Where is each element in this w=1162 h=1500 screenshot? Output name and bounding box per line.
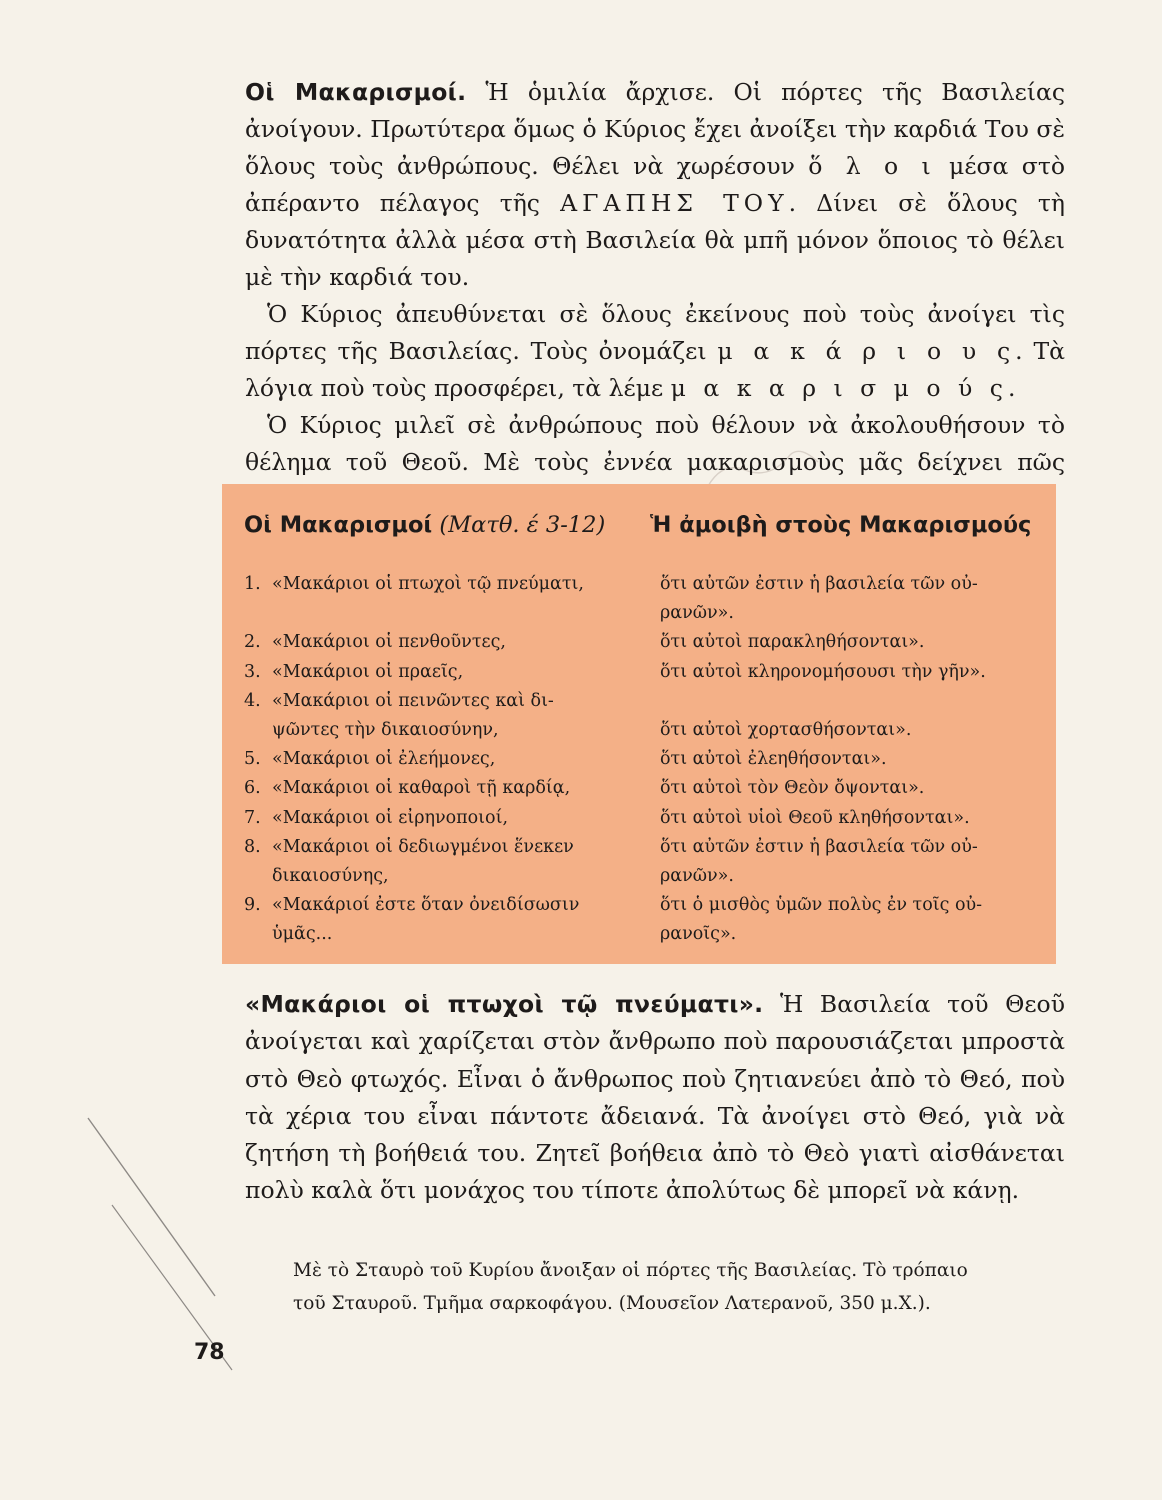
beatitude-line	[244, 628, 636, 657]
intro-spaced-word: ΑΓΑΠΗΣ ΤΟΥ	[560, 189, 789, 217]
beatitude-text: «Μακάριοι οἱ ἐλεήμονες,	[272, 749, 496, 770]
beatitude-text: «Μακάριοι οἱ καθαροὶ τῇ καρδίᾳ,	[272, 778, 571, 799]
beatitude-number: 4.	[244, 690, 261, 711]
beatitude-text: «Μακάριοι οἱ εἰρηνοποιοί,	[272, 807, 509, 828]
beatitude-number: 8.	[244, 836, 261, 857]
intro-paragraph-3: Ὁ Κύριος μιλεῖ σὲ ἀνθρώπους ποὺ θέλουν νὰ ἀκολουθήσουν τὸ θέλημα τοῦ Θεοῦ. Μὲ τοὺς ἐννέα μακαρισμοὺς μᾶς δείχνει πῶς	[245, 411, 1065, 476]
reward-line: ρανοῖς».	[660, 924, 737, 945]
beatitude-line	[244, 570, 636, 599]
commentary-paragraph	[245, 986, 1065, 1210]
beatitude-line	[244, 599, 636, 628]
beatitude-text: «Μακάριοι οἱ πεινῶντες καὶ δι-	[272, 690, 554, 711]
reward-line: ὅτι αὐτοὶ χορτασθήσονται».	[660, 720, 912, 741]
beatitude-number: 9.	[244, 895, 261, 916]
beatitude-text: ψῶντες τὴν δικαιοσύνην,	[272, 720, 499, 741]
reward-line: ὅτι αὐτῶν ἐστιν ἡ βασιλεία τῶν οὐ-	[660, 836, 978, 857]
beatitude-line	[244, 862, 636, 891]
page-number: 78	[194, 1340, 225, 1365]
beatitude-number: 7.	[244, 807, 261, 828]
reward-line: ὅτι ὁ μισθὸς ὑμῶν πολὺς ἐν τοῖς οὐ-	[660, 895, 983, 916]
beatitude-number: 5.	[244, 749, 261, 770]
beatitude-line	[244, 920, 636, 949]
beatitude-line	[244, 774, 636, 803]
beatitude-line	[244, 804, 636, 833]
intro-spaced-word: μ α κ α ρ ι σ μ ο ύ ς	[670, 374, 1008, 402]
commentary-lead: «Μακάριοι οἱ πτωχοὶ τῷ πνεύματι».	[245, 990, 764, 1018]
intro-lead: Οἱ Μακαρισμοί.	[245, 78, 467, 106]
beatitude-line	[244, 658, 636, 687]
reward-line: ὅτι αὐτῶν ἐστιν ἡ βασιλεία τῶν οὐ-	[660, 574, 978, 594]
reward-line	[660, 687, 1050, 716]
intro-paragraph-1	[245, 74, 1065, 296]
reward-line: ὅτι αὐτοὶ υἱοὶ Θεοῦ κληθήσονται».	[660, 807, 970, 828]
margin-pencil-line	[88, 1118, 215, 1296]
beatitude-line	[244, 891, 636, 920]
intro-text: μέσα στὸ ἀπέραντο πέλαγος τῆς	[245, 152, 1065, 217]
beatitudes-table	[222, 484, 1056, 964]
beatitude-line	[244, 833, 636, 862]
beatitude-text: «Μακάριοί ἐστε ὅταν ὀνειδίσωσιν	[272, 895, 580, 916]
first-beatitude-commentary	[245, 986, 1065, 1210]
intro-spaced-word: μ α κ ά ρ ι ο υ ς	[717, 337, 1016, 365]
table-head-left-reference: (Ματθ. έ 3-12)	[439, 512, 606, 538]
intro-text: .	[1007, 374, 1016, 402]
beatitude-text: «Μακάριοι οἱ πραεῖς,	[272, 661, 464, 682]
caption-line-2: τοῦ Σταυροῦ. Τμῆμα σαρκοφάγου. (Μουσεῖον Λατερανοῦ, 350 μ.Χ.).	[293, 1293, 931, 1314]
beatitude-line	[244, 716, 636, 745]
beatitude-number: 6.	[244, 778, 261, 799]
intro-text: . Δίνει σὲ ὅλους τὴ δυνατότητα ἀλλὰ μέσα στὴ Βασιλεία θὰ μπῆ μόνον ὅποιος τὸ θέλει μὲ τὴν καρδιά του.	[245, 189, 1065, 291]
beatitude-text: ὑμᾶς...	[272, 924, 333, 945]
beatitude-number: 1.	[244, 574, 261, 594]
beatitude-line	[244, 745, 636, 774]
table-head-right-title: Ἡ ἀμοιβὴ στοὺς Μακαρισμούς	[650, 512, 1032, 538]
intro-paragraph-2	[245, 296, 1065, 407]
reward-line: ὅτι αὐτοὶ κληρονομήσουσι τὴν γῆν».	[660, 661, 986, 682]
commentary-text: Ἡ Βασιλεία τοῦ Θεοῦ ἀνοίγεται καὶ χαρίζεται στὸν ἄνθρωπο ποὺ παρουσιάζεται μπροστὰ στὸ Θεὸ φτωχός. Εἶναι ὁ ἄνθρωπος ποὺ ζητιανεύει ἀπὸ τὸ Θεό, ποὺ τὰ χέρια του εἶναι πάντοτε ἄδειανά. Τὰ ἀνοίγει στὸ Θεό, γιὰ νὰ ζητήση τὴ βοήθειά του. Ζητεῖ βοήθεια ἀπὸ τὸ Θεὸ γιατὶ αἰσθάνεται πολὺ καλὰ ὅτι μονάχος του τίποτε ἀπολύτως δὲ μπορεῖ νὰ κάνῃ.	[245, 990, 1065, 1205]
beatitude-text: «Μακάριοι οἱ πτωχοὶ τῷ πνεύματι,	[272, 574, 584, 594]
intro-section	[245, 74, 1065, 518]
table-head-left	[244, 512, 605, 538]
intro-text: Ἡ ὁμιλία ἄρχισε. Οἱ πόρτες τῆς Βασιλείας ἀνοίγουν. Πρωτύτερα ὅμως ὁ Κύριος ἔχει ἀνοίξει τὴν καρδιά Του σὲ ὅλους τοὺς ἀνθρώπους. Θέλει νὰ χωρέσουν	[245, 78, 1066, 180]
beatitude-text: «Μακάριοι οἱ πενθοῦντες,	[272, 632, 506, 653]
beatitude-line	[244, 687, 636, 716]
intro-text: . Τὰ λόγια ποὺ τοὺς προσφέρει, τὰ λέμε	[245, 337, 1065, 402]
reward-line: ὅτι αὐτοὶ ἐλεηθήσονται».	[660, 749, 887, 770]
table-head-right	[650, 512, 1031, 538]
reward-line: ὅτι αὐτοὶ τὸν Θεὸν ὄψονται».	[660, 778, 925, 799]
intro-spaced-word: ὅ λ ο ι	[808, 152, 936, 180]
beatitude-text: «Μακάριοι οἱ δεδιωγμένοι ἕνεκεν	[272, 836, 574, 857]
table-head-left-title: Οἱ Μακαρισμοί	[244, 512, 433, 538]
reward-line: ρανῶν».	[660, 603, 734, 624]
figure-caption	[293, 1254, 1063, 1320]
intro-text: Ὁ Κύριος ἀπευθύνεται σὲ ὅλους ἐκείνους ποὺ τοὺς ἀνοίγει τὶς πόρτες τῆς Βασιλείας. Τοὺς ὀνομάζει	[245, 300, 1065, 365]
rewards-column	[660, 570, 1050, 950]
reward-line: ὅτι αὐτοὶ παρακληθήσονται».	[660, 632, 925, 653]
caption-line-1: Μὲ τὸ Σταυρὸ τοῦ Κυρίου ἄνοιξαν οἱ πόρτες τῆς Βασιλείας. Τὸ τρόπαιο	[293, 1260, 968, 1281]
beatitude-number: 2.	[244, 632, 261, 653]
beatitude-text: δικαιοσύνης,	[272, 866, 389, 887]
reward-line: ρανῶν».	[660, 866, 734, 887]
beatitude-number: 3.	[244, 661, 261, 682]
beatitudes-column	[244, 570, 636, 950]
